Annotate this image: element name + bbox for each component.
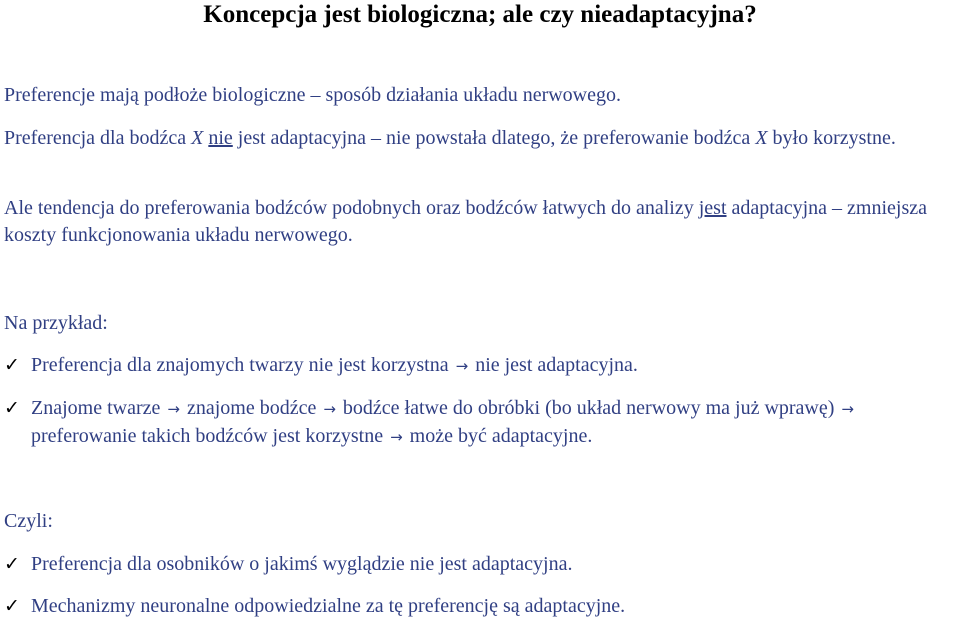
slide-title: Koncepcja jest biologiczna; ale czy nieadaptacyjna? [203,1,757,28]
arrow-right-icon: → [167,400,180,418]
text-segment: bodźce łatwe do obróbki (bo układ nerwowy ma już wprawę) [342,397,835,419]
underlined-nie: nie [208,127,233,149]
text-segment: może być adaptacyjne. [409,425,593,447]
summary-heading: Czyli: [4,510,53,532]
paragraph-not-adaptive [4,125,954,152]
stimulus-x: X [191,127,204,149]
arrow-right-icon: → [455,357,469,375]
checkmark-icon: ✓ [4,595,20,617]
arrow-right-icon: → [390,428,403,446]
example-item-1 [31,352,931,380]
text-segment: adaptacyjna – zmniejsza koszty funkcjonowania układu nerwowego. [4,197,927,246]
stimulus-x: X [755,127,768,149]
text-segment: Preferencja dla bodźca [4,127,192,149]
text-segment: nie jest adaptacyjna. [475,354,638,376]
arrow-right-icon: → [323,400,336,418]
example-heading: Na przykład: [4,312,108,334]
paragraph-biological-basis: Preferencje mają podłoże biologiczne – sposób działania układu nerwowego. [4,84,622,106]
text-segment: Ale tendencja do preferowania bodźców podobnych oraz bodźców łatwych do analizy [4,197,699,219]
arrow-right-icon: → [841,400,854,418]
text-segment: Znajome twarze [31,397,161,419]
checkmark-icon: ✓ [4,553,20,575]
text-segment: Preferencja dla znajomych twarzy nie jest korzystna [31,354,449,376]
checkmark-icon: ✓ [4,354,20,376]
text-segment: znajome bodźce [186,397,317,419]
text-segment: było korzystne. [767,127,896,149]
summary-item-2: Mechanizmy neuronalne odpowiedzialne za tę preferencję są adaptacyjne. [31,595,626,617]
text-segment: preferowanie takich bodźców jest korzystne [31,425,384,447]
underlined-jest: jest [698,197,727,219]
text-segment: jest adaptacyjna – nie powstała dlatego, że preferowanie bodźca [232,127,756,149]
paragraph-adaptive-tendency [4,195,954,249]
checkmark-icon: ✓ [4,397,20,419]
summary-item-1: Preferencja dla osobników o jakimś wyglądzie nie jest adaptacyjna. [31,553,573,575]
example-item-2 [31,395,931,451]
